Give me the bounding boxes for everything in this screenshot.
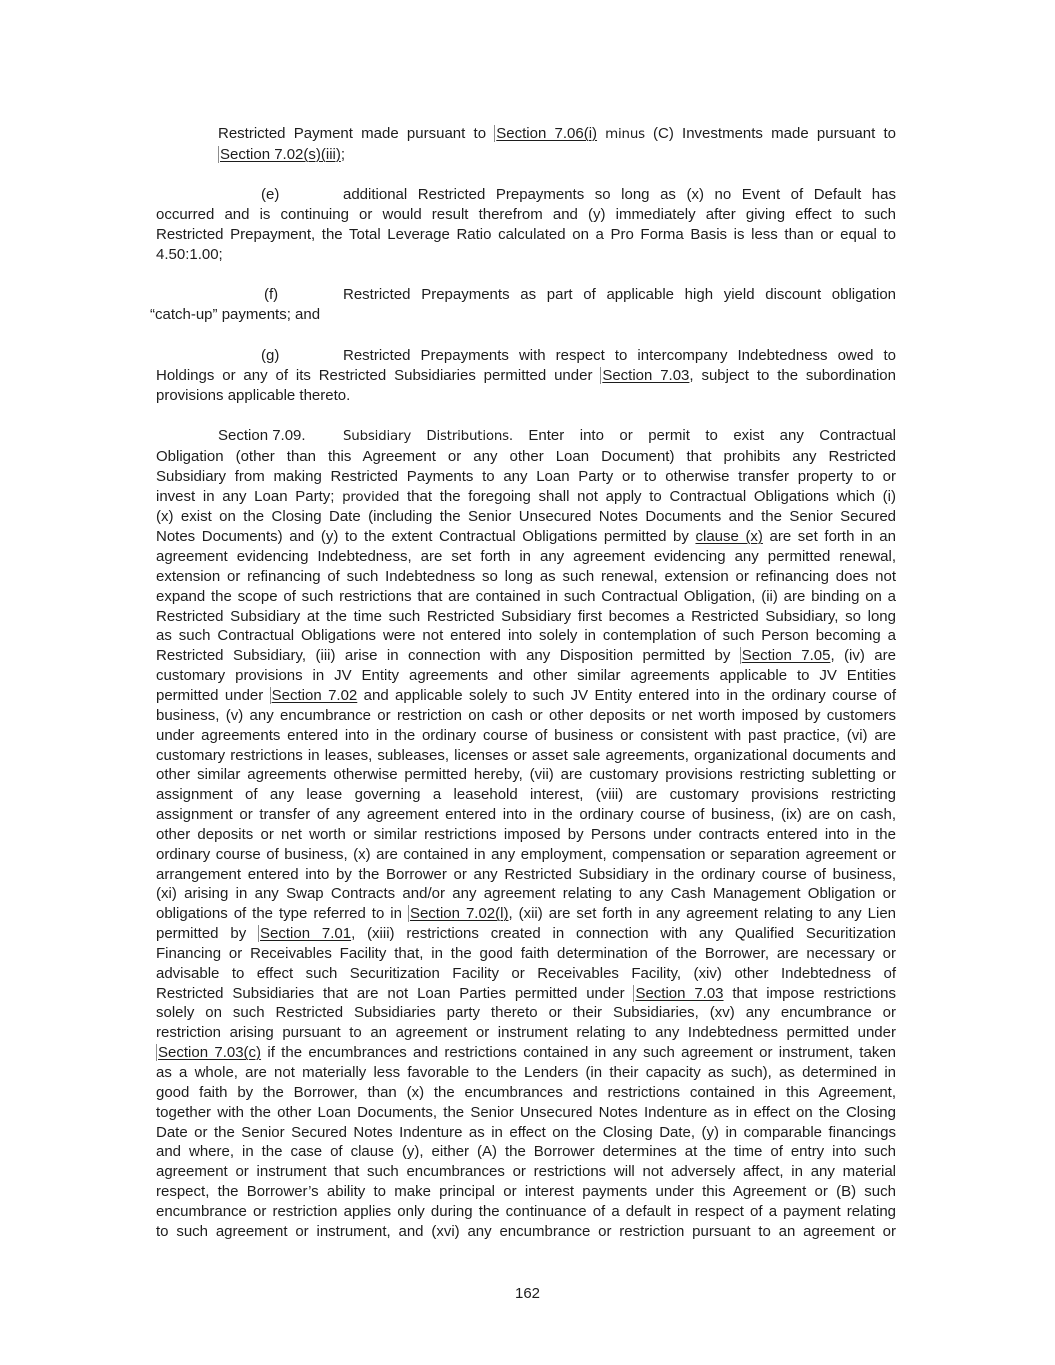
line-text: ; <box>340 145 346 163</box>
line-text: , (xiii) restrictions created in connection with any Qualified Securitization <box>351 925 896 943</box>
line-text: , (xii) are set forth in any agreement relating to any Lien <box>508 905 896 923</box>
term-minus: minus <box>597 127 653 142</box>
text-line: under agreements entered into in the ordinary course of business or consistent with past practice, (vi) are <box>156 726 896 744</box>
cross-reference-link-section-7-02-l[interactable]: Section 7.02(l) <box>409 905 509 923</box>
text-line: business, (v) any encumbrance or restriction on cash or other deposits or net worth imposed by customers <box>156 706 896 724</box>
line-text: Enter into or permit to exist any Contractual <box>528 427 896 444</box>
text-line: and where, in the case of clause (y), either (A) the Borrower determines at the time of entry into such <box>156 1143 896 1161</box>
text-line: customary restrictions in leases, subleases, licenses or asset sale agreements, organizational documents and <box>156 746 896 764</box>
text-line: other similar agreements otherwise permitted hereby, (vii) are customary provisions restricting subletting or <box>156 766 896 784</box>
text-line: restriction arising pursuant to an agreement or instrument relating to any Indebtedness permitted under <box>156 1024 896 1042</box>
text-line: to such agreement or instrument, and (xvi) any encumbrance or restriction pursuant to an agreement or <box>156 1222 896 1240</box>
text-line: other deposits or net worth or similar restrictions imposed by Persons under contracts entered into in the <box>156 825 896 843</box>
text-line: Date or the Senior Secured Notes Indenture as in effect on the Closing Date, (y) in comparable financings <box>156 1123 896 1141</box>
clause-label: (e) <box>261 186 280 203</box>
text-line: respect, the Borrower’s ability to make principal or interest payments under this Agreement or (B) such <box>156 1183 896 1201</box>
cross-reference-link-section-7-05[interactable]: Section 7.05 <box>741 647 831 665</box>
line-text: additional Restricted Prepayments so long as (x) no Event of Default has <box>343 186 896 203</box>
text-line <box>156 185 896 205</box>
text-line: assignment of any lease governing a leasehold interest, (viii) are customary provisions restricting <box>156 786 896 804</box>
text-line: customary provisions in JV Entity agreements and other similar agreements applicable to JV Entities <box>156 667 896 685</box>
line-text: permitted under <box>156 686 270 704</box>
line-text: invest in any Loan Party; <box>156 487 343 505</box>
text-line: (xi) arising in any Swap Contracts and/or any agreement relating to any Cash Management Obligation or <box>156 885 896 903</box>
text-line: 4.50:1.00; <box>156 245 223 263</box>
line-text: Restricted Prepayments with respect to intercompany Indebtedness owed to <box>343 347 896 364</box>
line-text: (C) Investments made pursuant to <box>653 125 897 142</box>
clause-g <box>156 346 896 406</box>
text-line: agreement or instrument that such encumbrances or restrictions will not adversely affect, in any material <box>156 1163 896 1181</box>
text-line: expand the scope of such restrictions that are contained in such Contractual Obligation, (ii) are binding on a <box>156 587 896 605</box>
cross-reference-link-section-7-03[interactable]: Section 7.03 <box>602 366 690 384</box>
text-line: Subsidiary from making Restricted Payments to any Loan Party or to otherwise transfer property to or <box>156 467 896 485</box>
line-text: Restricted Prepayments as part of applicable high yield discount obligation <box>343 286 896 303</box>
section-number: Section 7.09. <box>218 427 306 444</box>
text-line: as a whole, are not materially less favorable to the Lenders (in their capacity as such), as determined in <box>156 1064 896 1081</box>
line-text: if the encumbrances and restrictions contained in any such agreement or instrument, taken <box>261 1044 897 1062</box>
text-line: assignment or transfer of any agreement entered into in the ordinary course of business, (ix) are on cash, <box>156 806 896 824</box>
clause-label: (g) <box>261 347 280 364</box>
page-number: 162 <box>514 1285 541 1302</box>
text-line <box>156 527 896 547</box>
text-line: encumbrance or restriction applies only during the continuance of a default in respect of a payment relating <box>156 1202 896 1220</box>
cross-reference-link-section-7-03-c[interactable]: Section 7.03(c) <box>158 1044 262 1062</box>
cross-reference-link-section-7-06-i[interactable]: Section 7.06(i) <box>496 125 598 142</box>
term-provided: provided <box>342 489 400 505</box>
text-line: as such Contractual Obligations were not entered into solely in contemplation of such Person becoming a <box>156 627 896 645</box>
section-heading: Subsidiary Distributions. <box>343 429 513 444</box>
section-heading-line <box>156 426 896 447</box>
section-7-09 <box>156 426 896 1242</box>
text-line: agreement evidencing Indebtedness, are set forth in any agreement evidencing any permitted renewal, <box>156 548 896 566</box>
text-line: together with the other Loan Documents, the Senior Unsecured Notes Indenture as in effect on the Closing <box>156 1103 896 1121</box>
line-text: that the foregoing shall not apply to Contractual Obligations which (i) <box>399 487 896 505</box>
text-line: Obligation (other than this Agreement or any other Loan Document) that prohibits any Restricted <box>156 447 896 465</box>
text-line: solely on such Restricted Subsidiaries party thereto or their Subsidiaries, (xv) any encumbrance or <box>156 1004 896 1022</box>
line-text: , (iv) are <box>830 647 896 665</box>
text-line <box>218 145 896 165</box>
text-line <box>156 346 896 366</box>
cross-reference-link-section-7-01[interactable]: Section 7.01 <box>260 925 352 943</box>
text-line <box>156 984 896 1004</box>
text-line: Restricted Subsidiary at the time such Restricted Subsidiary first becomes a Restricted Subsidiary, so long <box>156 607 896 625</box>
line-text: Restricted Subsidiary, (iii) arise in connection with any Disposition permitted by <box>156 647 740 665</box>
clause-d-continuation <box>218 124 896 165</box>
text-line: Financing or Receivables Facility that, in the good faith determination of the Borrower, are necessary or <box>156 944 896 962</box>
text-line: good faith by the Borrower, than (x) the encumbrances and restrictions contained in this Agreement, <box>156 1083 896 1101</box>
text-line <box>156 487 896 508</box>
text-line <box>156 924 896 944</box>
line-text: permitted by <box>156 925 259 943</box>
text-line: provisions applicable thereto. <box>156 386 351 404</box>
clause-f <box>150 285 896 325</box>
clause-label: (f) <box>264 286 279 303</box>
text-line: arrangement entered into by the Borrower or any Restricted Subsidiary in the ordinary course of business, <box>156 865 896 883</box>
text-line: occurred and is continuing or would result therefrom and (y) immediately after giving effect to such <box>156 205 896 223</box>
line-text: Holdings or any of its Restricted Subsidiaries permitted under <box>156 366 601 384</box>
line-text: obligations of the type referred to in <box>156 905 408 923</box>
text-line <box>156 904 896 924</box>
line-text: , subject to the subordination <box>689 366 896 384</box>
text-line <box>156 1043 896 1063</box>
cross-reference-link-section-7-03[interactable]: Section 7.03 <box>635 984 724 1002</box>
text-line <box>156 646 896 666</box>
clause-x-reference: clause (x) <box>695 528 763 546</box>
text-line <box>218 124 896 145</box>
text-line <box>156 686 896 706</box>
line-text: are set forth in an <box>762 528 896 546</box>
text-line: ordinary course of business, (x) are contained in any employment, compensation or separation agreement or <box>156 845 896 863</box>
text-line: advisable to effect such Securitization Facility or Receivables Facility, (xiv) other Indebtedness of <box>156 964 896 982</box>
line-text: that impose restrictions <box>723 984 896 1002</box>
text-line: (x) exist on the Closing Date (including the Senior Unsecured Notes Documents and the Senior Secured <box>156 508 896 526</box>
line-text: Restricted Subsidiaries that are not Loan Parties permitted under <box>156 984 634 1002</box>
line-text: Notes Documents) and (y) to the extent Contractual Obligations permitted by <box>156 528 696 546</box>
line-text: Restricted Payment made pursuant to <box>218 125 495 142</box>
text-line <box>156 285 896 305</box>
text-line <box>156 366 896 386</box>
text-line: “catch-up” payments; and <box>150 305 321 323</box>
cross-reference-link-section-7-02[interactable]: Section 7.02 <box>271 686 358 704</box>
line-text: and applicable solely to such JV Entity entered into in the ordinary course of <box>357 686 896 704</box>
clause-e <box>156 185 896 264</box>
cross-reference-link-section-7-02-s-iii[interactable]: Section 7.02(s)(iii) <box>220 145 341 163</box>
text-line: extension or refinancing of such Indebtedness so long as such renewal, extension or refinancing does not <box>156 567 896 585</box>
text-line: Restricted Prepayment, the Total Leverage Ratio calculated on a Pro Forma Basis is less than or equal to <box>156 225 896 243</box>
